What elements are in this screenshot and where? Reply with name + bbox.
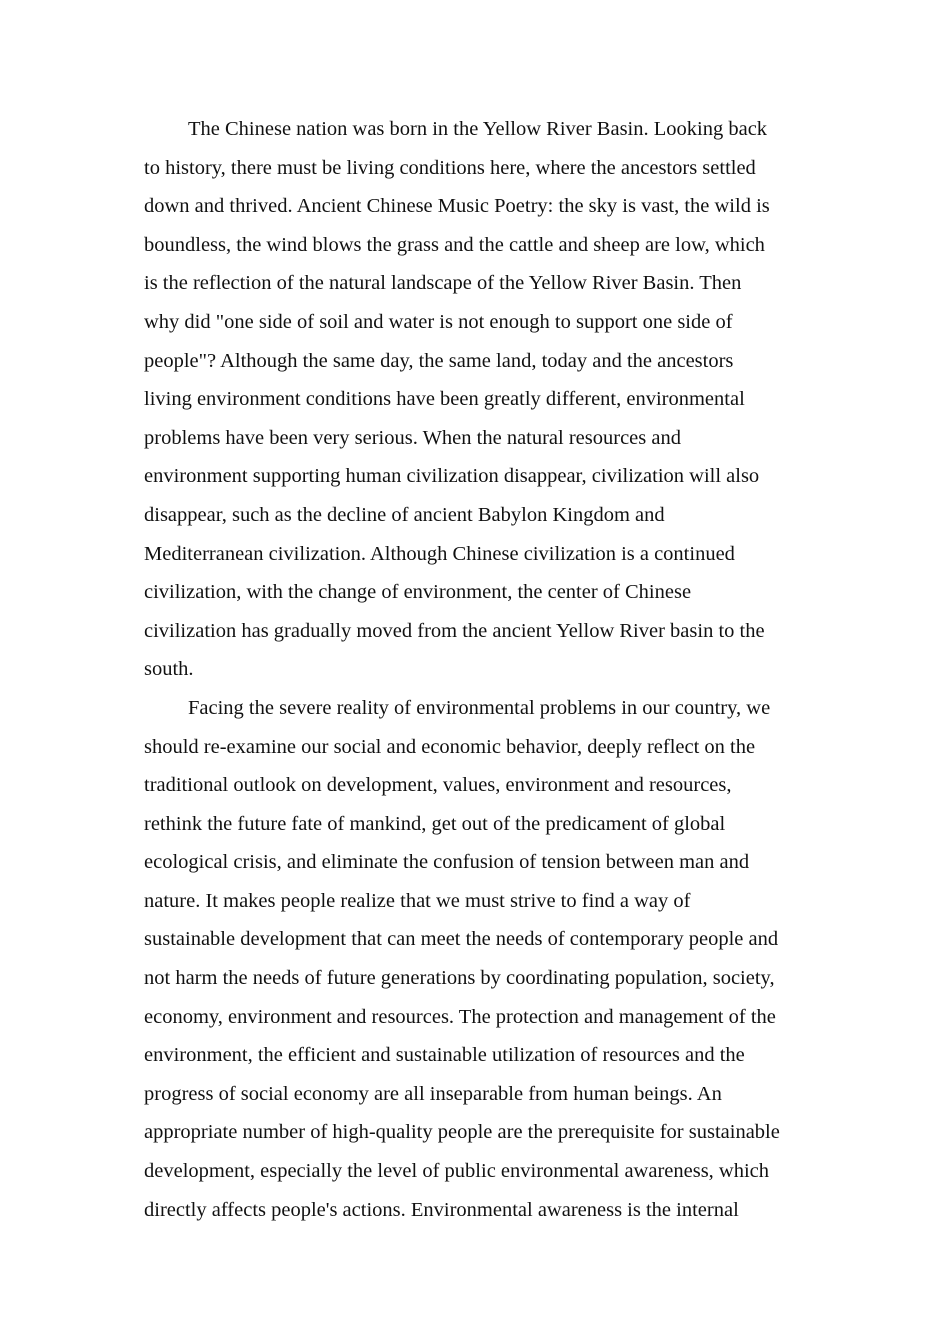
text-line: environment, the efficient and sustainable utilization of resources and the (144, 1044, 745, 1067)
text-line: rethink the future fate of mankind, get out of the predicament of global (144, 812, 726, 835)
text-line: environment supporting human civilization disappear, civilization will also (144, 465, 760, 488)
text-line: economy, environment and resources. The protection and management of the (144, 1005, 776, 1028)
text-line: to history, there must be living conditions here, where the ancestors settled (144, 156, 756, 179)
text-line: progress of social economy are all inseparable from human beings. An (144, 1082, 722, 1105)
text-line: sustainable development that can meet the needs of contemporary people and (144, 928, 779, 951)
text-line: living environment conditions have been greatly different, environmental (144, 388, 745, 411)
text-line: people"? Although the same day, the same land, today and the ancestors (144, 349, 734, 372)
text-line: disappear, such as the decline of ancient Babylon Kingdom and (144, 503, 665, 526)
text-line: The Chinese nation was born in the Yellow River Basin. Looking back (188, 118, 768, 140)
text-line: south. (144, 658, 194, 681)
text-line: appropriate number of high-quality people are the prerequisite for sustainable (144, 1121, 780, 1144)
text-line: civilization, with the change of environment, the center of Chinese (144, 581, 692, 604)
text-line: why did "one side of soil and water is not enough to support one side of (144, 310, 733, 333)
text-line: Facing the severe reality of environmental problems in our country, we (188, 696, 771, 719)
text-line: directly affects people's actions. Environmental awareness is the internal (144, 1198, 739, 1221)
text-line: should re-examine our social and economic behavior, deeply reflect on the (144, 735, 756, 758)
paragraph-environmental-problems (144, 689, 838, 1229)
text-line: development, especially the level of public environmental awareness, which (144, 1160, 770, 1183)
text-line: civilization has gradually moved from the ancient Yellow River basin to the (144, 619, 765, 642)
text-line: boundless, the wind blows the grass and the cattle and sheep are low, which (144, 233, 765, 256)
text-line: problems have been very serious. When the natural resources and (144, 426, 681, 449)
text-line: not harm the needs of future generations by coordinating population, society, (144, 967, 775, 990)
text-line: nature. It makes people realize that we must strive to find a way of (144, 889, 691, 912)
text-line: down and thrived. Ancient Chinese Music Poetry: the sky is vast, the wild is (144, 195, 770, 218)
text-line: is the reflection of the natural landscape of the Yellow River Basin. Then (144, 272, 742, 295)
text-line: traditional outlook on development, values, environment and resources, (144, 774, 732, 797)
text-line: Mediterranean civilization. Although Chinese civilization is a continued (144, 542, 735, 565)
text-line: ecological crisis, and eliminate the confusion of tension between man and (144, 851, 750, 874)
document-body (144, 110, 838, 1229)
paragraph-yellow-river (144, 110, 838, 689)
